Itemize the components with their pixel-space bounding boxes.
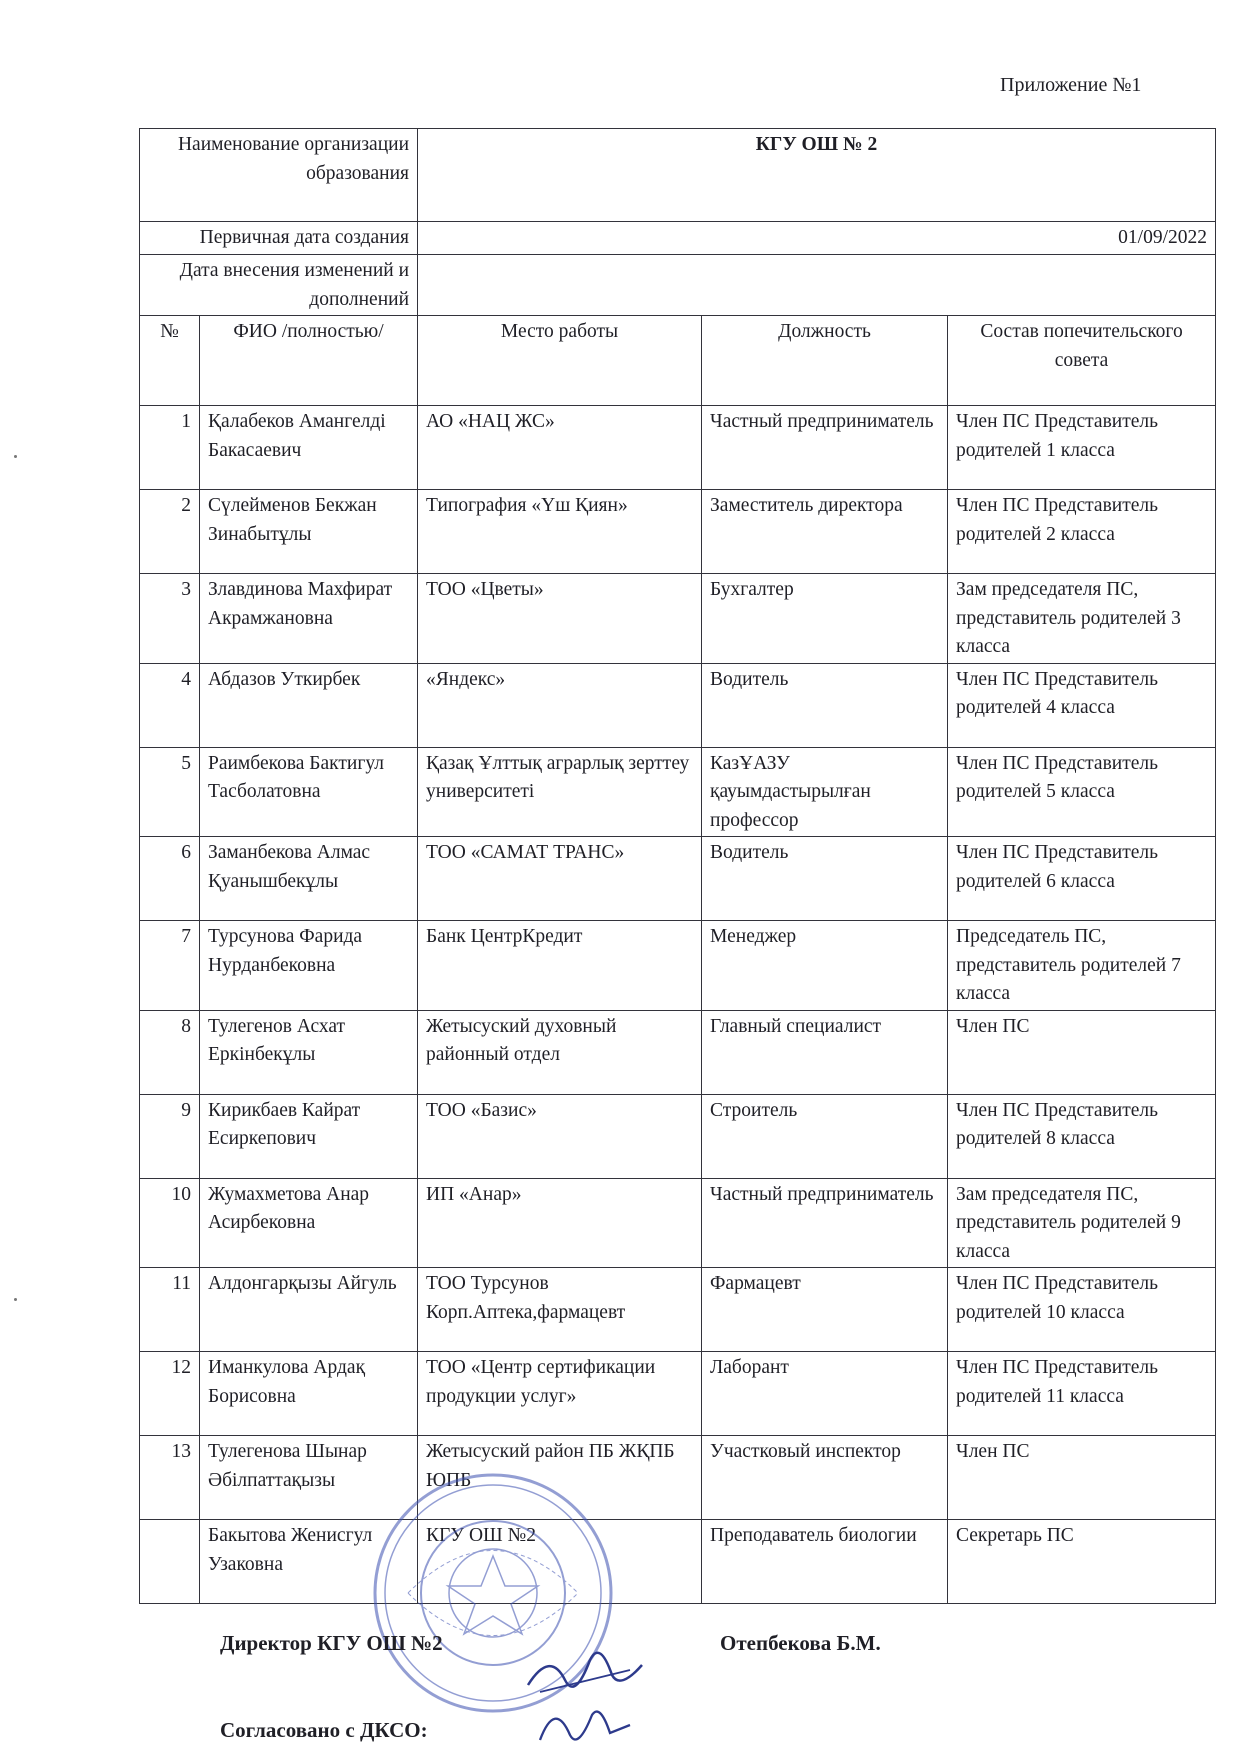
row-fio: Злавдинова Махфират Акрамжановна [200,574,418,664]
header-num: № [140,316,200,406]
row-fio: Алдонгарқызы Айгуль [200,1268,418,1352]
board-members-table [139,128,1216,1604]
row-num: 10 [140,1178,200,1268]
row-num: 1 [140,406,200,490]
row-position: Участковый инспектор [702,1436,948,1520]
row-position: Фармацевт [702,1268,948,1352]
row-workplace: «Яндекс» [418,663,702,747]
row-position: Преподаватель биологии [702,1520,948,1604]
row-position: Главный специалист [702,1010,948,1094]
row-role: Член ПС Представитель родителей 4 класса [948,663,1216,747]
row-workplace: ТОО «Цветы» [418,574,702,664]
row-workplace: ИП «Анар» [418,1178,702,1268]
row-num: 9 [140,1094,200,1178]
row-fio: Турсунова Фарида Нурданбековна [200,921,418,1011]
row-workplace: ТОО «Базис» [418,1094,702,1178]
table-row [140,574,1216,664]
row-num: 2 [140,490,200,574]
row-position: Менеджер [702,921,948,1011]
row-fio: Тулегенов Асхат Еркінбекұлы [200,1010,418,1094]
row-num: 6 [140,837,200,921]
table-row [140,921,1216,1011]
table-row [140,1268,1216,1352]
table-body [140,129,1216,1604]
row-num: 13 [140,1436,200,1520]
row-fio: Кирикбаев Кайрат Есиркепович [200,1094,418,1178]
row-workplace: ТОО Турсунов Корп.Аптека,фармацевт [418,1268,702,1352]
row-workplace: ТОО «Центр сертификации продукции услуг» [418,1352,702,1436]
row-position: Частный предприниматель [702,406,948,490]
org-label: Наименование организации образования [140,129,418,222]
row-num: 11 [140,1268,200,1352]
row-position: Водитель [702,837,948,921]
table-row [140,1094,1216,1178]
row-fio: Абдазов Уткирбек [200,663,418,747]
row-workplace: АО «НАЦ ЖС» [418,406,702,490]
row-num: 8 [140,1010,200,1094]
row-role: Зам председателя ПС, представитель родителей 3 класса [948,574,1216,664]
created-value: 01/09/2022 [418,222,1216,255]
row-num: 3 [140,574,200,664]
appendix-label: Приложение №1 [1000,74,1142,96]
row-role: Член ПС Представитель родителей 8 класса [948,1094,1216,1178]
org-row [140,129,1216,222]
org-name: КГУ ОШ № 2 [418,129,1216,222]
header-workplace: Место работы [418,316,702,406]
row-position: Бухгалтер [702,574,948,664]
table-row [140,1520,1216,1604]
row-role: Председатель ПС, представитель родителей 7 класса [948,921,1216,1011]
row-position: Строитель [702,1094,948,1178]
table-row [140,1436,1216,1520]
created-row [140,222,1216,255]
row-workplace: Жетысуский район ПБ ЖҚПБ ЮПБ [418,1436,702,1520]
row-workplace: КГУ ОШ №2 [418,1520,702,1604]
row-fio: Қалабеков Амангелді Бакасаевич [200,406,418,490]
row-workplace: Қазақ Ұлттық аграрлық зерттеу университеті [418,747,702,837]
row-workplace: Банк ЦентрКредит [418,921,702,1011]
row-num [140,1520,200,1604]
changes-row [140,255,1216,316]
row-role: Член ПС Представитель родителей 11 класса [948,1352,1216,1436]
agreed-label: Согласовано с ДКСО: [220,1718,428,1742]
scan-speck [14,455,17,458]
row-role: Зам председателя ПС, представитель родителей 9 класса [948,1178,1216,1268]
row-role: Секретарь ПС [948,1520,1216,1604]
row-num: 12 [140,1352,200,1436]
table-row [140,1010,1216,1094]
director-label: Директор КГУ ОШ №2 [220,1631,443,1655]
row-workplace: Жетысуский духовный районный отдел [418,1010,702,1094]
table-row [140,747,1216,837]
created-label: Первичная дата создания [140,222,418,255]
row-role: Член ПС [948,1010,1216,1094]
changes-label: Дата внесения изменений и дополнений [140,255,418,316]
row-fio: Сүлейменов Бекжан Зинабытұлы [200,490,418,574]
row-role: Член ПС Представитель родителей 2 класса [948,490,1216,574]
row-num: 7 [140,921,200,1011]
row-role: Член ПС Представитель родителей 1 класса [948,406,1216,490]
table-row [140,490,1216,574]
header-position: Должность [702,316,948,406]
table-row [140,837,1216,921]
row-workplace: ТОО «САМАТ ТРАНС» [418,837,702,921]
row-role: Член ПС Представитель родителей 6 класса [948,837,1216,921]
director-name: Отепбекова Б.М. [720,1631,881,1655]
row-num: 5 [140,747,200,837]
row-role: Член ПС Представитель родителей 10 класса [948,1268,1216,1352]
row-role: Член ПС [948,1436,1216,1520]
row-position: Заместитель директора [702,490,948,574]
row-fio: Бакытова Женисгул Узаковна [200,1520,418,1604]
row-position: КазҰАЗУ қауымдастырылған профессор [702,747,948,837]
row-fio: Жумахметова Анар Асирбековна [200,1178,418,1268]
row-fio: Раимбекова Бактигул Тасболатовна [200,747,418,837]
row-position: Водитель [702,663,948,747]
row-position: Лаборант [702,1352,948,1436]
table-row [140,663,1216,747]
table-header-row [140,316,1216,406]
row-role: Член ПС Представитель родителей 5 класса [948,747,1216,837]
agreed-signature [530,1695,640,1755]
table-row [140,406,1216,490]
table-row [140,1352,1216,1436]
table-row [140,1178,1216,1268]
row-fio: Тулегенова Шынар Әбілпаттақызы [200,1436,418,1520]
changes-value [418,255,1216,316]
row-position: Частный предприниматель [702,1178,948,1268]
row-fio: Заманбекова Алмас Қуанышбекұлы [200,837,418,921]
header-fio: ФИО /полностью/ [200,316,418,406]
header-role: Состав попечительского совета [948,316,1216,406]
row-num: 4 [140,663,200,747]
scan-speck [14,1298,17,1301]
row-workplace: Типография «Үш Қиян» [418,490,702,574]
row-fio: Иманкулова Ардақ Борисовна [200,1352,418,1436]
